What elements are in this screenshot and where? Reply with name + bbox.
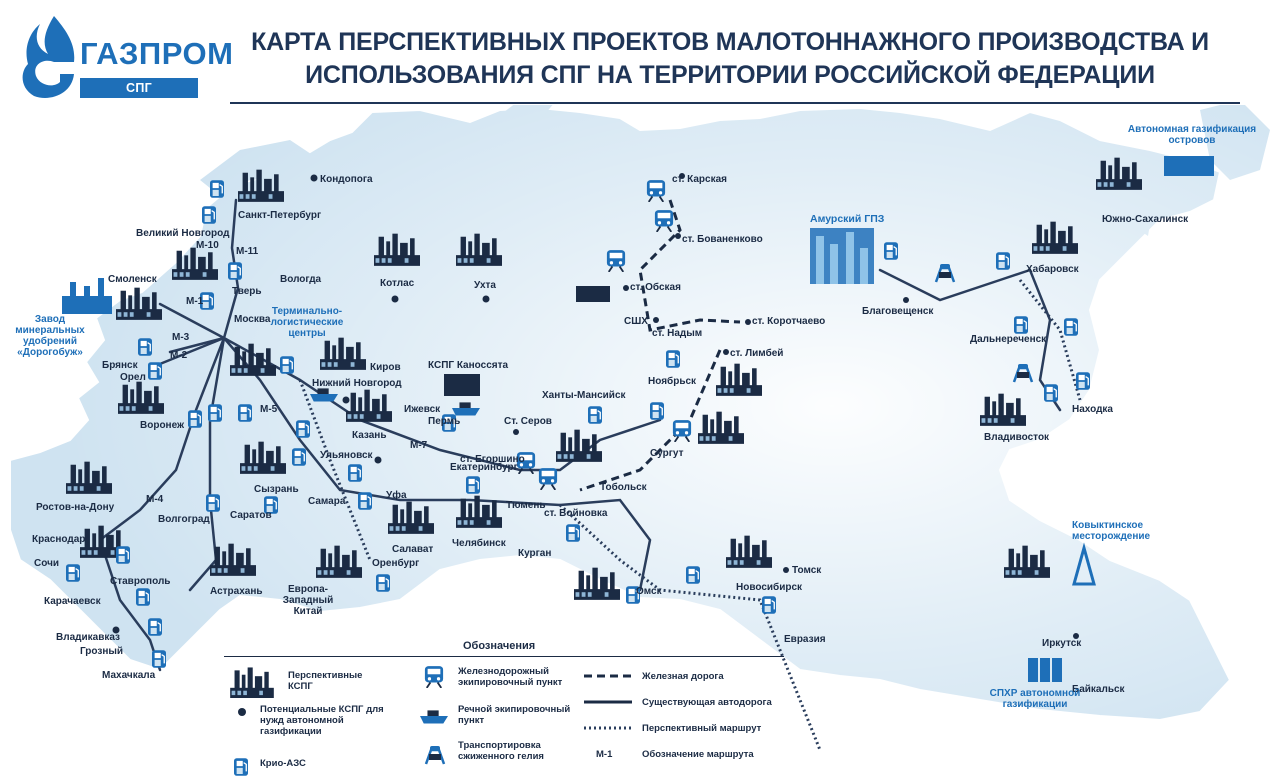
label-tlc: Терминально- логистические центры	[270, 306, 344, 339]
route-m5: М-5	[260, 404, 278, 415]
label-salavat: Салават	[392, 544, 434, 555]
route-m11: М-11	[236, 246, 259, 257]
gazprom-logo	[14, 14, 234, 115]
label-orenburg: Оренбург	[372, 558, 420, 569]
legend-river-pt: Речной экипировочный пункт	[458, 704, 571, 726]
label-voronezh: Воронеж	[140, 420, 185, 431]
ship-autonomous-icon	[1164, 156, 1214, 176]
label-kazan: Казань	[352, 430, 387, 441]
label-smolensk: Смоленск	[108, 274, 157, 285]
label-nnovgorod: Нижний Новгород	[312, 378, 402, 389]
label-auto-gas: Автономная газификация островов	[1127, 124, 1257, 146]
label-ulyanovsk: Ульяновск	[320, 450, 373, 461]
route-m1: М-1	[186, 296, 204, 307]
label-egorshino: ст. Егоршино	[460, 454, 525, 465]
label-syzran: Сызрань	[254, 484, 299, 495]
label-tyumen: Тюмень	[506, 500, 546, 511]
label-blagoveshchensk: Благовещенск	[862, 306, 934, 317]
legend-rule	[224, 656, 784, 657]
title-line-1: КАРТА ПЕРСПЕКТИВНЫХ ПРОЕКТОВ МАЛОТОННАЖНОГО ПРОИЗВОДСТВА И	[251, 28, 1209, 56]
label-zavod: Завод минеральных удобрений «Дорогобуж»	[15, 314, 85, 358]
label-spb: Санкт-Петербург	[238, 210, 322, 221]
container-icon	[576, 286, 610, 302]
legend-route-code: М-1	[596, 749, 613, 760]
label-tomsk: Томск	[792, 565, 822, 576]
route-m7: М-7	[410, 440, 428, 451]
label-samara: Самара	[308, 496, 346, 507]
legend-rail: Железная дорога	[642, 671, 724, 682]
logo-subtitle: СПГ ТЕХНОЛОГИИ	[80, 78, 198, 98]
label-orel: Орел	[120, 372, 146, 383]
legend-road: Существующая автодорога	[642, 697, 772, 708]
label-surgut: Сургут	[650, 448, 684, 459]
legend-kspg: Перспективные КСПГ	[288, 670, 363, 692]
route-m3: М-3	[172, 332, 190, 343]
label-tver: Тверь	[232, 286, 262, 297]
label-europe-china: Европа- Западный Китай	[282, 584, 334, 617]
legend-rail-pt: Железнодорожный экипировочный пункт	[458, 666, 563, 688]
label-eurasia: Евразия	[784, 634, 826, 645]
label-nadym: ст. Надым	[652, 328, 703, 339]
label-vologda: Вологда	[280, 274, 322, 285]
label-astrakhan: Астрахань	[210, 586, 263, 597]
label-kirov: Киров	[370, 362, 401, 373]
label-rostov: Ростов-на-Дону	[36, 502, 115, 513]
label-ekb: Екатеринбург	[450, 462, 518, 473]
route-m10: М-10	[196, 240, 219, 251]
label-vladikavkaz: Владикавказ	[56, 632, 121, 643]
label-amur-gpz: Амурский ГПЗ	[810, 213, 885, 225]
label-kotlas: Котлас	[380, 278, 415, 289]
kspg-kanos-tanks	[444, 374, 480, 396]
label-khmansiysk: Ханты-Мансийск	[542, 390, 626, 401]
gazprom-flame-icon	[14, 14, 84, 100]
label-khabarovsk: Хабаровск	[1026, 264, 1079, 275]
label-kurgan: Курган	[518, 548, 552, 559]
legend-pot: Потенциальные КСПГ для нужд автономной газификации	[260, 704, 384, 737]
label-bryansk: Брянск	[102, 360, 138, 371]
legend-route-desc: Обозначение маршрута	[642, 749, 754, 760]
legend-crio: Крио-АЗС	[260, 758, 306, 769]
label-vnovgorod: Великий Новгород	[136, 228, 230, 239]
label-bovanenkovo: ст. Бованенково	[682, 234, 763, 245]
label-serov: Ст. Серов	[504, 416, 552, 427]
label-ufa: Уфа	[386, 490, 407, 501]
label-saratov: Саратов	[230, 510, 272, 521]
label-moscow: Москва	[234, 314, 271, 325]
label-karachaevsk: Карачаевск	[44, 596, 101, 607]
label-grozny: Грозный	[80, 646, 124, 657]
label-nakhodka: Находка	[1072, 404, 1113, 415]
header	[0, 0, 1280, 115]
logo-brand: ГАЗПРОМ	[80, 36, 234, 71]
label-chelyabinsk: Челябинск	[452, 538, 506, 549]
label-dalnerechensk: Дальнереченск	[970, 334, 1047, 345]
title-rule	[230, 102, 1240, 104]
legend-title: Обозначения	[463, 640, 536, 652]
label-vladivostok: Владивосток	[984, 432, 1050, 443]
label-kspg-kanos: КСПГ Каноссята	[428, 360, 509, 371]
legend-persp: Перспективный маршрут	[642, 723, 762, 734]
label-kondopoga: Кондопога	[320, 174, 373, 185]
label-sphr: СПХР автономной газификации	[989, 688, 1081, 710]
label-volgograd: Волгоград	[158, 514, 210, 525]
legend-helium: Транспортировка сжиженного гелия	[458, 740, 544, 762]
label-omsk: Омск	[636, 586, 662, 597]
legend	[228, 638, 788, 780]
label-novosibirsk: Новосибирск	[736, 582, 803, 593]
label-stavropol: Ставрополь	[110, 576, 171, 587]
label-krasnodar: Краснодар	[32, 534, 86, 545]
label-noyabrsk: Ноябрьск	[648, 376, 697, 387]
label-tobolsk: Тобольск	[600, 482, 647, 493]
route-m2: М-2	[170, 350, 188, 361]
label-sshkh: СШХ	[624, 316, 648, 327]
amur-gpz-icon	[810, 228, 874, 284]
label-perm: Пермь	[428, 416, 461, 427]
title-line-2: ИСПОЛЬЗОВАНИЯ СПГ НА ТЕРРИТОРИИ РОССИЙСКОЙ ФЕДЕРАЦИИ	[305, 61, 1155, 89]
label-irkutsk: Иркутск	[1042, 638, 1082, 649]
label-sochi: Сочи	[34, 558, 60, 569]
sphr-tanks-icon	[1028, 658, 1062, 682]
page-title	[250, 26, 1210, 92]
label-baikalsk: Байкальск	[1072, 684, 1125, 695]
label-yuzhno: Южно-Сахалинск	[1102, 214, 1189, 225]
label-kovykta: Ковыктинское месторождение	[1072, 520, 1151, 542]
route-m4: М-4	[146, 494, 164, 505]
label-korotchaevo: ст. Коротчаево	[752, 316, 826, 327]
label-limbey: ст. Лимбей	[730, 348, 784, 359]
label-ukhta: Ухта	[474, 280, 496, 291]
label-obskaya: ст. Обская	[630, 282, 681, 293]
label-voinovka: ст. Войновка	[544, 508, 608, 519]
label-makhachkala: Махачкала	[102, 670, 156, 681]
label-izhevsk: Ижевск	[404, 404, 441, 415]
label-karskaya: ст. Карская	[672, 174, 727, 185]
